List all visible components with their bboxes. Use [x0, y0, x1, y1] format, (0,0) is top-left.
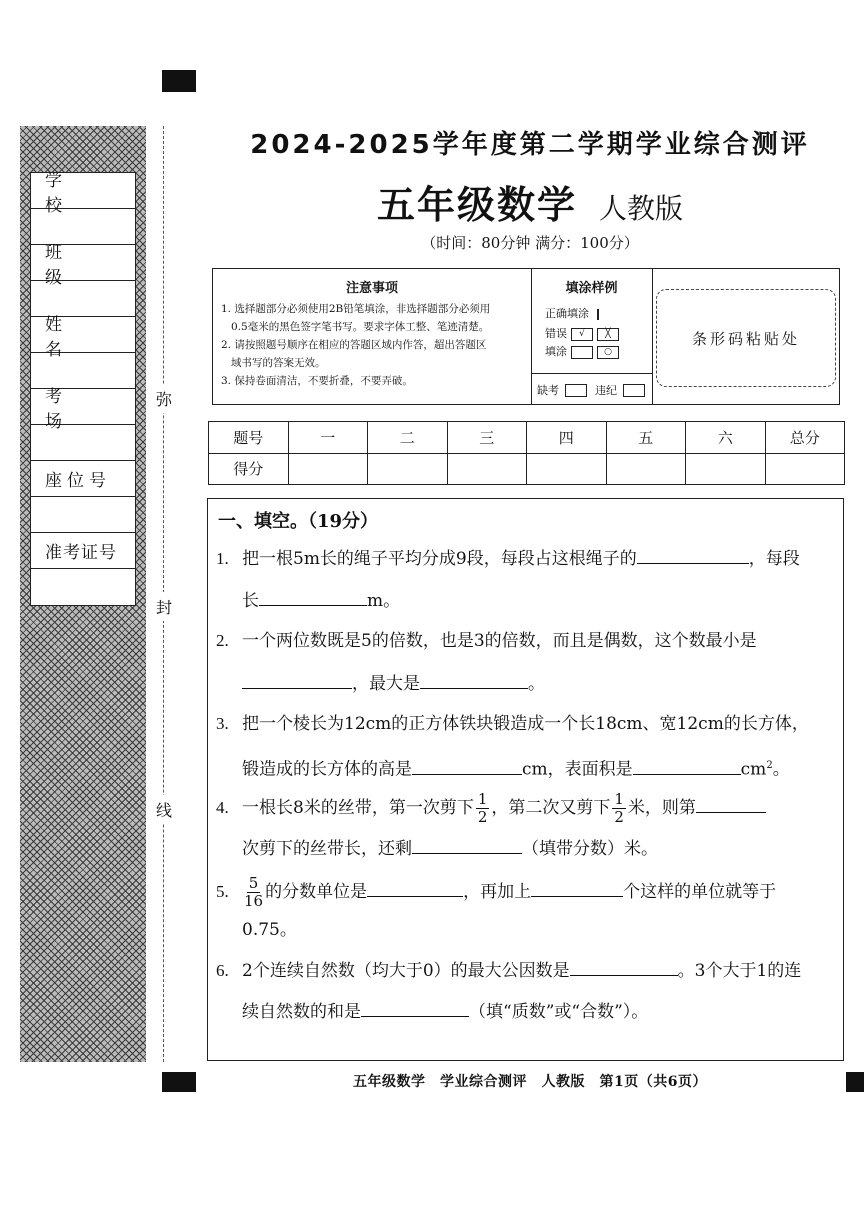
- score-table-score-row: [209, 453, 845, 485]
- notice-title: 注意事项: [345, 281, 398, 296]
- subject-line: [200, 174, 860, 229]
- notice-item: 2. 请按照题号顺序在相应的答题区域内作答，超出答题区: [221, 339, 487, 351]
- question-6-line-2: 续自然数的和是 （填“质数”或“合数”）。: [242, 1002, 649, 1022]
- fill-sample-column: [531, 269, 653, 404]
- seal-char-mi: 弥: [153, 384, 175, 413]
- score-table-header-row: [209, 422, 845, 454]
- answer-blank[interactable]: [531, 880, 623, 897]
- notice-item: 域书写的答案无效。: [231, 357, 326, 369]
- question-2-line-1: 2. 一个两位数既是5的倍数，也是3的倍数，而且是偶数，这个数最小是: [216, 631, 757, 651]
- exam-title: 2024-2025学年度第二学期学业综合测评: [250, 130, 810, 160]
- fraction: $\frac{1}{2}$: [477, 790, 488, 826]
- score-header-cell: 一: [288, 422, 368, 454]
- score-cell[interactable]: [368, 453, 448, 485]
- question-section-box: [207, 498, 844, 1061]
- score-header-cell: 五: [606, 422, 686, 454]
- notice-panel: [212, 268, 840, 405]
- score-header-cell: 三: [447, 422, 527, 454]
- violation-box[interactable]: [623, 384, 645, 397]
- edition-label: 人教版: [599, 192, 684, 225]
- question-4-line-1: 4. 一根长8米的丝带，第一次剪下 $\frac{1}{2}$ ，第二次又剪下 $\frac{1}{2}$ 米，则第: [216, 791, 766, 826]
- barcode-area: 条形码粘贴处: [656, 289, 836, 387]
- check-icon: √: [571, 328, 593, 341]
- fraction: $\frac{1}{2}$: [614, 790, 624, 826]
- score-cell[interactable]: [288, 453, 368, 485]
- barcode-column: [652, 269, 839, 404]
- name-label: 姓名: [31, 317, 135, 353]
- score-header-cell: 题号: [209, 422, 289, 454]
- score-row-label: 得分: [209, 453, 289, 485]
- cross-icon: ╳: [597, 328, 619, 341]
- score-cell[interactable]: [527, 453, 607, 485]
- ticket-field[interactable]: [31, 569, 135, 605]
- answer-blank[interactable]: [696, 796, 766, 813]
- absent-box[interactable]: [565, 384, 587, 397]
- fill-sample-title: 填涂样例: [565, 281, 618, 296]
- section-title: 一、填空。（19分）: [218, 511, 379, 532]
- seat-field[interactable]: [31, 497, 135, 533]
- registration-mark-top-left: [162, 70, 196, 92]
- question-2-line-2: ，最大是 。: [242, 672, 545, 695]
- absent-violation-row: 缺考 违纪: [531, 373, 652, 406]
- answer-blank[interactable]: [367, 880, 463, 897]
- question-3-line-2: 锻造成的长方体的高是 cm，表面积是 $cm^2$。: [242, 759, 790, 780]
- notice-list: [221, 300, 525, 390]
- page-footer: 五年级数学 学业综合测评 人教版 第1页（共6页）: [353, 1074, 707, 1090]
- ticket-label: 准考证号: [31, 533, 135, 569]
- answer-blank[interactable]: [412, 758, 522, 775]
- score-header-cell: 总分: [765, 422, 845, 454]
- score-cell[interactable]: [447, 453, 527, 485]
- seal-char-xian: 线: [153, 795, 175, 824]
- question-1-line-1: 1. 把一根5m长的绳子平均分成9段，每段占这根绳子的 ，每段: [216, 549, 800, 569]
- subject-title: 五年级数学: [376, 182, 577, 227]
- score-header-cell: 六: [686, 422, 766, 454]
- seal-char-feng: 封: [153, 592, 175, 621]
- answer-blank[interactable]: [361, 1000, 469, 1017]
- answer-blank[interactable]: [633, 758, 741, 775]
- score-header-cell: 四: [527, 422, 607, 454]
- question-4-line-2: 次剪下的丝带长，还剩 （填带分数）米。: [242, 839, 658, 859]
- question-3-line-1: 3. 把一个棱长为12cm的正方体铁块锻造成一个长18cm、宽12cm的长方体，: [216, 714, 809, 734]
- notice-item: 3. 保持卷面清洁，不要折叠，不要弄破。: [221, 375, 413, 387]
- score-cell[interactable]: [765, 453, 845, 485]
- registration-mark-bottom-left: [162, 1072, 196, 1092]
- seat-label: 座位号: [31, 461, 135, 497]
- filled-bar: [597, 309, 599, 320]
- answer-blank[interactable]: [412, 837, 522, 854]
- question-6-line-1: 6. 2个连续自然数（均大于0）的最大公因数是 。3个大于1的连: [216, 961, 802, 981]
- class-label: 班级: [31, 245, 135, 281]
- question-5-line-1: 5. $\frac{5}{16}$ 的分数单位是 ，再加上 个这样的单位就等于: [216, 874, 777, 910]
- exam-room-field[interactable]: [31, 425, 135, 461]
- answer-blank[interactable]: [242, 672, 352, 689]
- score-header-cell: 二: [368, 422, 448, 454]
- answer-blank[interactable]: [259, 589, 367, 606]
- exam-room-label: 考场: [31, 389, 135, 425]
- notice-item: 0.5毫米的黑色签字笔书写。要求字体工整、笔迹清楚。: [231, 321, 490, 333]
- school-label: 学校: [31, 173, 135, 209]
- fraction: $\frac{5}{16}$: [244, 874, 264, 910]
- answer-blank[interactable]: [420, 672, 528, 689]
- circle-icon: ○: [597, 346, 619, 359]
- time-info: （时间：80分钟 满分：100分）: [421, 234, 639, 252]
- empty-box-icon: [571, 346, 593, 359]
- correct-fill-row: 正确填涂: [545, 305, 599, 321]
- answer-blank[interactable]: [637, 547, 749, 564]
- answer-blank[interactable]: [570, 959, 678, 976]
- score-cell[interactable]: [606, 453, 686, 485]
- notice-column: [213, 269, 532, 404]
- question-5-line-2: 0.75。: [242, 920, 297, 940]
- wrong-fill-row-2: 填涂 ○: [545, 343, 619, 359]
- score-table: [208, 421, 845, 485]
- student-info-box: [30, 172, 136, 606]
- score-cell[interactable]: [686, 453, 766, 485]
- wrong-fill-row-1: 错误 √ ╳: [545, 325, 619, 341]
- notice-item: 1. 选择题部分必须使用2B铅笔填涂，非选择题部分必须用: [221, 303, 491, 315]
- question-1-line-2: 长 m。: [242, 591, 401, 611]
